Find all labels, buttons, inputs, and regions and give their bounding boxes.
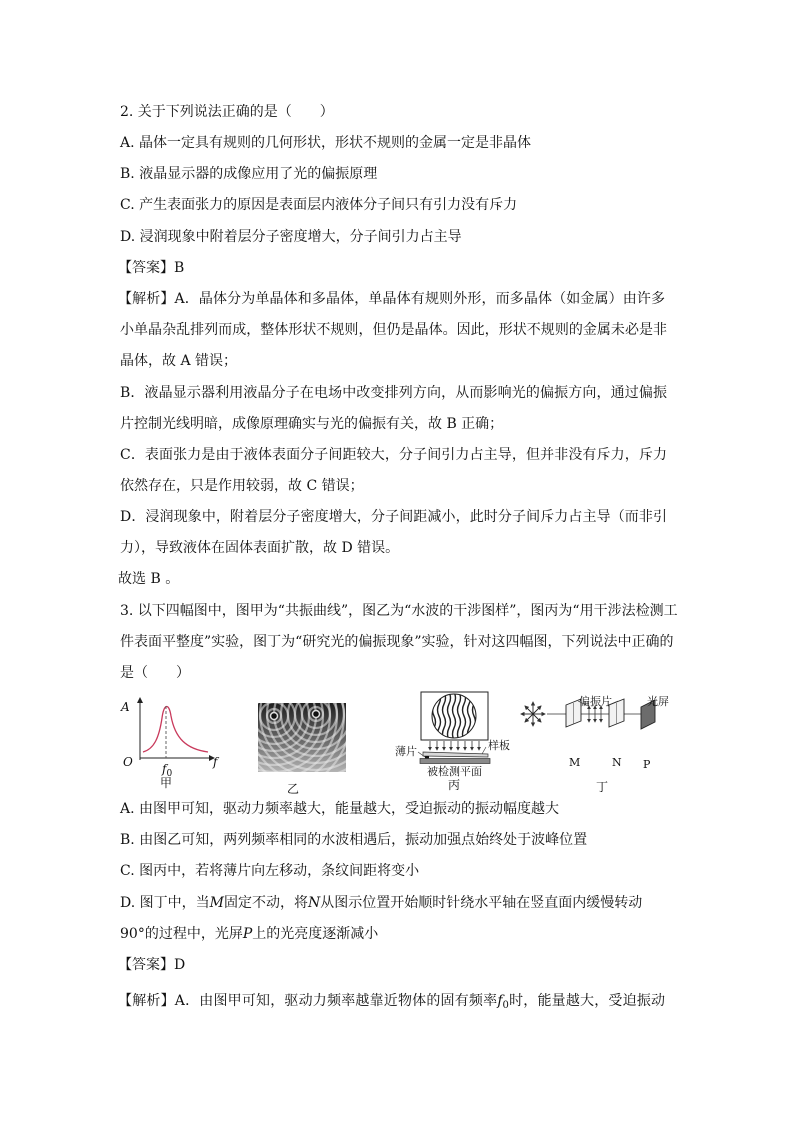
f0-label: $f_0$ (162, 762, 173, 779)
q2-analysis-line: 晶体，故 A 错误； (120, 353, 238, 369)
q2-analysis-line: B．液晶显示器利用液晶分子在电场中改变排列方向，从而影响光的偏振方向，通过偏振 (120, 385, 667, 401)
q2-analysis-line: 【解析】A．晶体分为单晶体和多晶体，单晶体有规则外形，而多晶体（如金属）由许多 (118, 291, 665, 307)
test-surface-plate (420, 759, 490, 764)
q2-analysis-line: 依然存在，只是作用较弱，故 C 错误； (120, 478, 364, 494)
symbol-f0: $f_0$ (497, 993, 509, 1011)
q3-analysis-line (118, 991, 665, 1016)
text-part: 固定不动，将 (223, 895, 308, 911)
light-source-icon (521, 702, 545, 726)
q3-stem-line: 件表面平整度”实验，图丁为“研究光的偏振现象”实验，针对这四幅图，下列说法中正确的 (120, 634, 674, 650)
wave-source-right (313, 711, 320, 718)
figure-yi-caption: 乙 (287, 782, 300, 796)
q2-analysis-line: 小单晶杂乱排列而成，整体形状不规则，但仍是晶体。因此，形状不规则的金属未必是非 (120, 322, 667, 338)
text-part: 90°的过程中，光屏 (120, 926, 243, 942)
q2-option-b: B. 液晶显示器的成像应用了光的偏振原理 (120, 166, 378, 182)
q3-answer: 【答案】D (118, 957, 186, 973)
text-part: 从图示位置开始顺时针绕水平轴在竖直面内缓慢转动 (320, 895, 643, 911)
text-part: 时，能量越大，受迫振动 (508, 993, 666, 1009)
q2-conclusion: 故选 B 。 (118, 571, 180, 587)
label-n: N (612, 756, 622, 769)
figure-jia-caption: 甲 (160, 776, 173, 790)
axis-x-label: f (213, 755, 218, 769)
screen-label: 光屏 (647, 695, 669, 708)
label-m: M (569, 756, 581, 769)
axis-y-label: A (121, 700, 130, 714)
template-plate (423, 752, 488, 757)
incident-light-arrows (430, 741, 479, 750)
q2-analysis-line: C．表面张力是由于液体表面分子间距较大，分子间引力占主导，但并非没有斥力，斥力 (120, 447, 667, 463)
figure-jia-resonance-curve (120, 698, 220, 790)
q2-option-a: A. 晶体一定具有规则的几何形状，形状不规则的金属一定是非晶体 (120, 135, 532, 151)
symbol-n: N (307, 895, 321, 911)
template-plate-label: 样板 (488, 739, 510, 752)
thin-sheet-label: 薄片 (395, 745, 417, 758)
q2-answer: 【答案】B (118, 260, 185, 276)
figure-bing-caption: 丙 (448, 778, 461, 792)
q3-stem-line: 是（ ） (120, 665, 190, 681)
text-part: 【解析】A．由图甲可知，驱动力频率越靠近物体的固有频率 (118, 993, 498, 1009)
q2-analysis-line: 片控制光线明暗，成像原理确实与光的偏振有关，故 B 正确； (120, 416, 504, 432)
label-p: P (643, 758, 651, 771)
q3-figures (110, 685, 690, 800)
figure-ding-polarization (521, 694, 669, 794)
q3-option-d-line2 (120, 924, 378, 944)
figure-ding-caption: 丁 (596, 780, 609, 794)
q2-analysis-line: 力），导致液体在固体表面扩散，故 D 错误。 (120, 540, 400, 556)
figure-yi-interference (197, 685, 393, 796)
q3-option-a: A. 由图甲可知，驱动力频率越大，能量越大，受迫振动的振动幅度越大 (120, 801, 560, 817)
figure-bing-wedge (395, 692, 510, 792)
text-part: D. 图丁中，当 (120, 895, 210, 911)
q3-option-c: C. 图丙中，若将薄片向左移动，条纹间距将变小 (120, 863, 420, 879)
q2-analysis-line: D．浸润现象中，附着层分子密度增大，分子间距减小，此时分子间斥力占主导（而非引 (120, 509, 667, 525)
symbol-p: P (242, 926, 253, 942)
text-part: 上的光亮度逐渐减小 (252, 926, 379, 942)
resonance-curve (143, 706, 208, 752)
polarizer-label: 偏振片 (579, 695, 612, 708)
q2-stem: 2. 关于下列说法正确的是（ ） (120, 104, 334, 120)
q3-option-d-line1 (120, 893, 642, 913)
symbol-m: M (209, 895, 224, 911)
q2-option-d: D. 浸润现象中附着层分子密度增大，分子间引力占主导 (120, 229, 462, 245)
test-surface-label: 被检测平面 (427, 765, 482, 778)
thin-sheet (425, 756, 429, 759)
origin-label: O (123, 755, 133, 769)
wave-source-left (271, 713, 278, 720)
q2-option-c: C. 产生表面张力的原因是表面层内液体分子间只有引力没有斥力 (120, 197, 518, 213)
q3-stem-line: 3. 以下四幅图中，图甲为“共振曲线”，图乙为“水波的干涉图样”，图丙为“用干涉法检测工 (120, 603, 678, 619)
q3-option-b: B. 由图乙可知，两列频率相同的水波相遇后，振动加强点始终处于波峰位置 (120, 832, 588, 848)
